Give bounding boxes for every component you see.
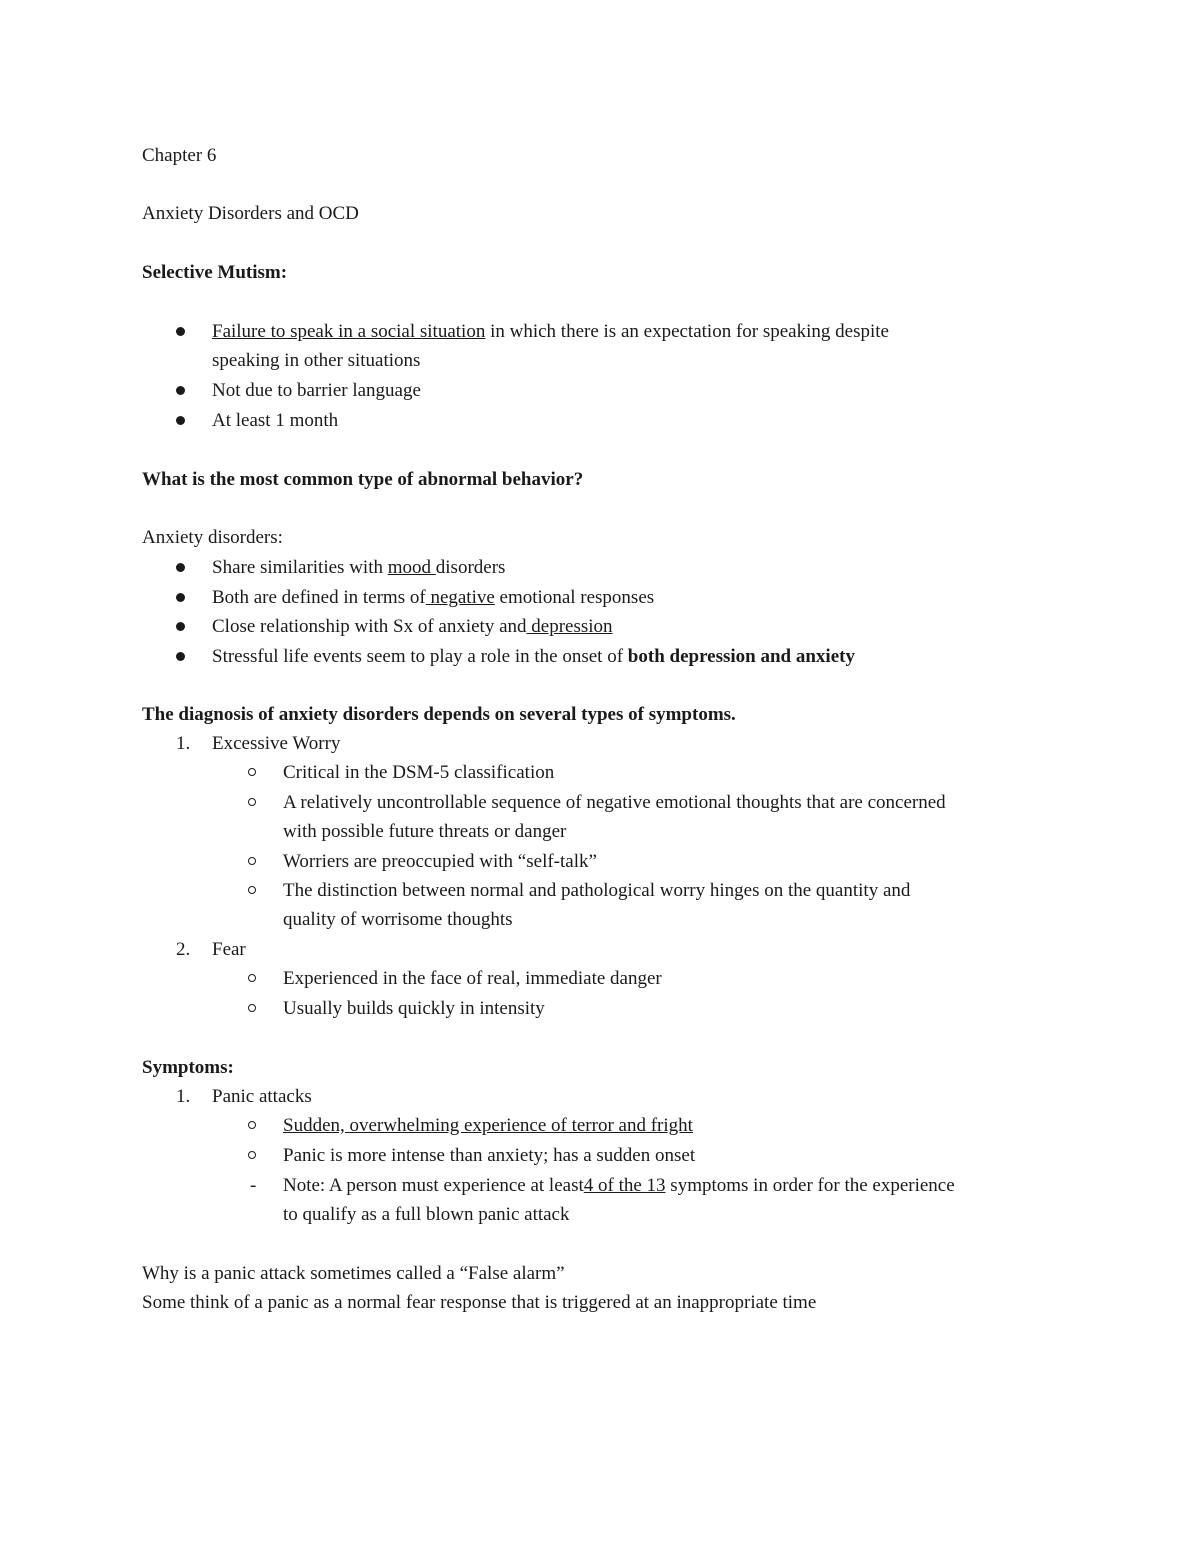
diagnosis-heading: The diagnosis of anxiety disorders depends on several types of symptoms. [142,704,736,725]
circle-bullet-icon [248,1004,256,1012]
anxiety-intro: Anxiety disorders: [142,527,283,548]
sub-list-item: The distinction between normal and pathological worry hinges on the quantity and [283,880,911,901]
list-item: Excessive Worry [212,733,341,754]
false-alarm-answer: Some think of a panic as a normal fear response that is triggered at an inappropriate time [142,1292,817,1313]
sub-list-item: Experienced in the face of real, immediate danger [283,968,662,989]
sub-list-item-continuation: with possible future threats or danger [283,821,567,842]
list-number: 1. [176,733,191,754]
document-title: Anxiety Disorders and OCD [142,203,359,224]
list-item: Fear [212,939,246,960]
list-item: Not due to barrier language [212,380,421,401]
list-item-continuation: speaking in other situations [212,350,421,371]
list-item: Close relationship with Sx of anxiety and depression [212,616,613,637]
bullet-icon [176,416,185,425]
sub-list-item: Worriers are preoccupied with “self-talk” [283,851,597,872]
list-item: Panic attacks [212,1086,312,1107]
list-item: At least 1 month [212,410,339,431]
circle-bullet-icon [248,1121,256,1129]
sub-list-item: Panic is more intense than anxiety; has a sudden onset [283,1145,696,1166]
list-number: 2. [176,939,191,960]
selective-mutism-heading: Selective Mutism: [142,262,288,283]
bullet-icon [176,386,185,395]
list-number: 1. [176,1086,191,1107]
sub-list-item: Note: A person must experience at least4 of the 13 symptoms in order for the experience [283,1175,955,1196]
false-alarm-question: Why is a panic attack sometimes called a “False alarm” [142,1263,565,1284]
sub-list-item-continuation: to qualify as a full blown panic attack [283,1204,570,1225]
sub-list-item-continuation: quality of worrisome thoughts [283,909,513,930]
sub-list-item: Usually builds quickly in intensity [283,998,545,1019]
bullet-icon [176,563,185,572]
sub-list-item: A relatively uncontrollable sequence of negative emotional thoughts that are concerned [283,792,946,813]
circle-bullet-icon [248,1151,256,1159]
list-item: Both are defined in terms of negative emotional responses [212,587,655,608]
list-item: Stressful life events seem to play a role in the onset of both depression and anxiety [212,646,855,667]
sub-list-item: Sudden, overwhelming experience of terror and fright [283,1115,693,1136]
bullet-icon [176,327,185,336]
question-heading: What is the most common type of abnormal behavior? [142,469,584,490]
bullet-icon [176,622,185,631]
list-item: Share similarities with mood disorders [212,557,506,578]
circle-bullet-icon [248,798,256,806]
sub-list-item: Critical in the DSM-5 classification [283,762,555,783]
list-item: Failure to speak in a social situation in which there is an expectation for speaking despite [212,321,889,342]
bullet-icon [176,593,185,602]
circle-bullet-icon [248,857,256,865]
bullet-icon [176,652,185,661]
circle-bullet-icon [248,886,256,894]
circle-bullet-icon [248,768,256,776]
dash-marker: - [250,1175,257,1196]
chapter-label: Chapter 6 [142,145,217,166]
symptoms-heading: Symptoms: [142,1057,234,1078]
circle-bullet-icon [248,974,256,982]
underlined-text: Failure to speak in a social situation [212,321,486,342]
